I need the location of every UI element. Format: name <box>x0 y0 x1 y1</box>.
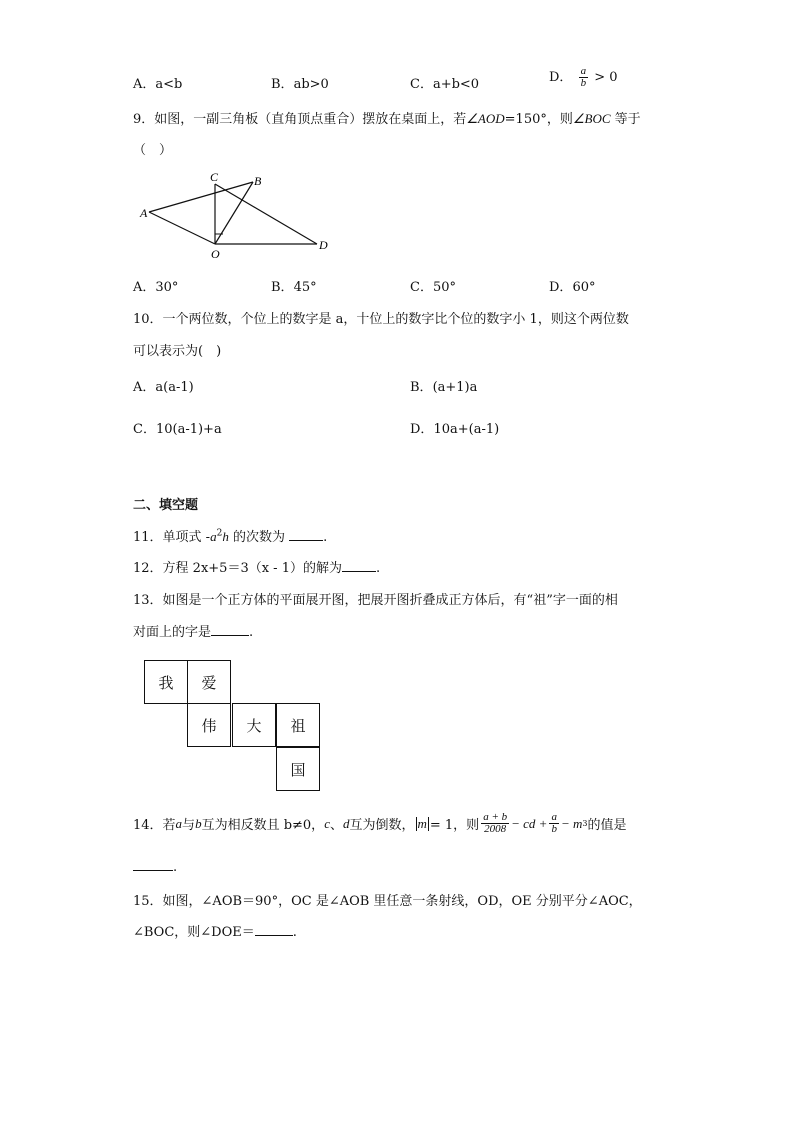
q15-line2: ∠BOC，则∠DOE＝ . <box>133 925 297 940</box>
fraction-a-over-b: $\frac{a}{b}$ <box>551 811 557 835</box>
q9-triangle-figure <box>135 168 335 264</box>
answer-blank[interactable] <box>289 528 323 541</box>
q14-line2: . <box>133 858 177 875</box>
q15-line1: 15．如图，∠AOB＝90°，OC 是∠AOB 里任意一条射线，OD，OE 分别平分∠AOC， <box>133 894 642 909</box>
segment-ao <box>149 212 215 244</box>
q8-option-c: C．a+b<0 <box>410 77 480 92</box>
q13-stem-line2: 对面上的字是 . <box>133 625 254 640</box>
cube-face-da: 大 <box>232 703 276 747</box>
label-o: O <box>211 247 220 261</box>
q10-option-b: B．(a+1)a <box>410 380 478 395</box>
q9-option-a: A．30° <box>133 280 179 295</box>
label-d: D <box>319 238 328 252</box>
q9-option-b: B．45° <box>271 280 317 295</box>
cube-face-zu: 祖 <box>276 703 320 747</box>
q10-option-a: A．a(a-1) <box>133 380 194 395</box>
cube-face-wei: 伟 <box>187 703 231 747</box>
q9-option-d: D．60° <box>549 280 596 295</box>
segment-cd <box>215 184 317 244</box>
absolute-value-bar-right <box>428 817 429 831</box>
answer-blank[interactable] <box>211 623 249 636</box>
cube-face-guo: 国 <box>276 747 320 791</box>
q8-option-b: B．ab>0 <box>271 77 329 92</box>
absolute-value-bar-left <box>416 817 417 831</box>
label-a: A <box>140 206 148 220</box>
q14-line1: 14．若 a 与 b 互为相反数且 b≠0， c 、 d 互为倒数， m = 1，则 $\frac{a + b}{2008}$ − cd + $\frac{a}{b}$ − m 3 的值是 <box>133 811 627 835</box>
q11: 11．单项式 $-a^2h$ 的次数为 . <box>133 528 328 545</box>
cube-face-wo: 我 <box>144 660 188 704</box>
fraction-a-over-b: $\frac{a}{b}$ <box>580 65 587 89</box>
answer-blank[interactable] <box>342 559 376 572</box>
q10-option-c: C．10(a-1)+a <box>133 422 222 437</box>
answer-blank[interactable] <box>133 858 173 871</box>
q10-stem-line2: 可以表示为( ) <box>133 344 222 359</box>
cube-face-ai: 爱 <box>187 660 231 704</box>
q8-option-d: D． $\frac{a}{b}$ > 0 <box>549 65 618 89</box>
label-b: B <box>254 174 262 188</box>
q9-answer-paren: （ ） <box>133 143 173 158</box>
q10-stem-line1: 10．一个两位数，个位上的数字是 a，十位上的数字比个位的数字小 1，则这个两位数 <box>133 312 629 327</box>
q9-stem: 9．如图，一副三角板（直角顶点重合）摆放在桌面上，若∠AOD=150°，则∠BOC 等于 <box>133 111 641 127</box>
label-c: C <box>210 170 219 184</box>
q12: 12．方程 2x+5＝3（x - 1）的解为 . <box>133 561 381 576</box>
fraction-a-plus-b-over-2008: $\frac{a + b}{2008}$ <box>483 811 508 835</box>
answer-blank[interactable] <box>255 923 293 936</box>
q8-option-a: A．a<b <box>133 77 183 92</box>
q10-option-d: D．10a+(a-1) <box>410 422 500 437</box>
q13-stem-line1: 13．如图是一个正方体的平面展开图，把展开图折叠成正方体后，有“祖”字一面的相 <box>133 593 618 608</box>
section-title-fill-in: 二、填空题 <box>133 498 199 513</box>
q9-option-c: C．50° <box>410 280 456 295</box>
